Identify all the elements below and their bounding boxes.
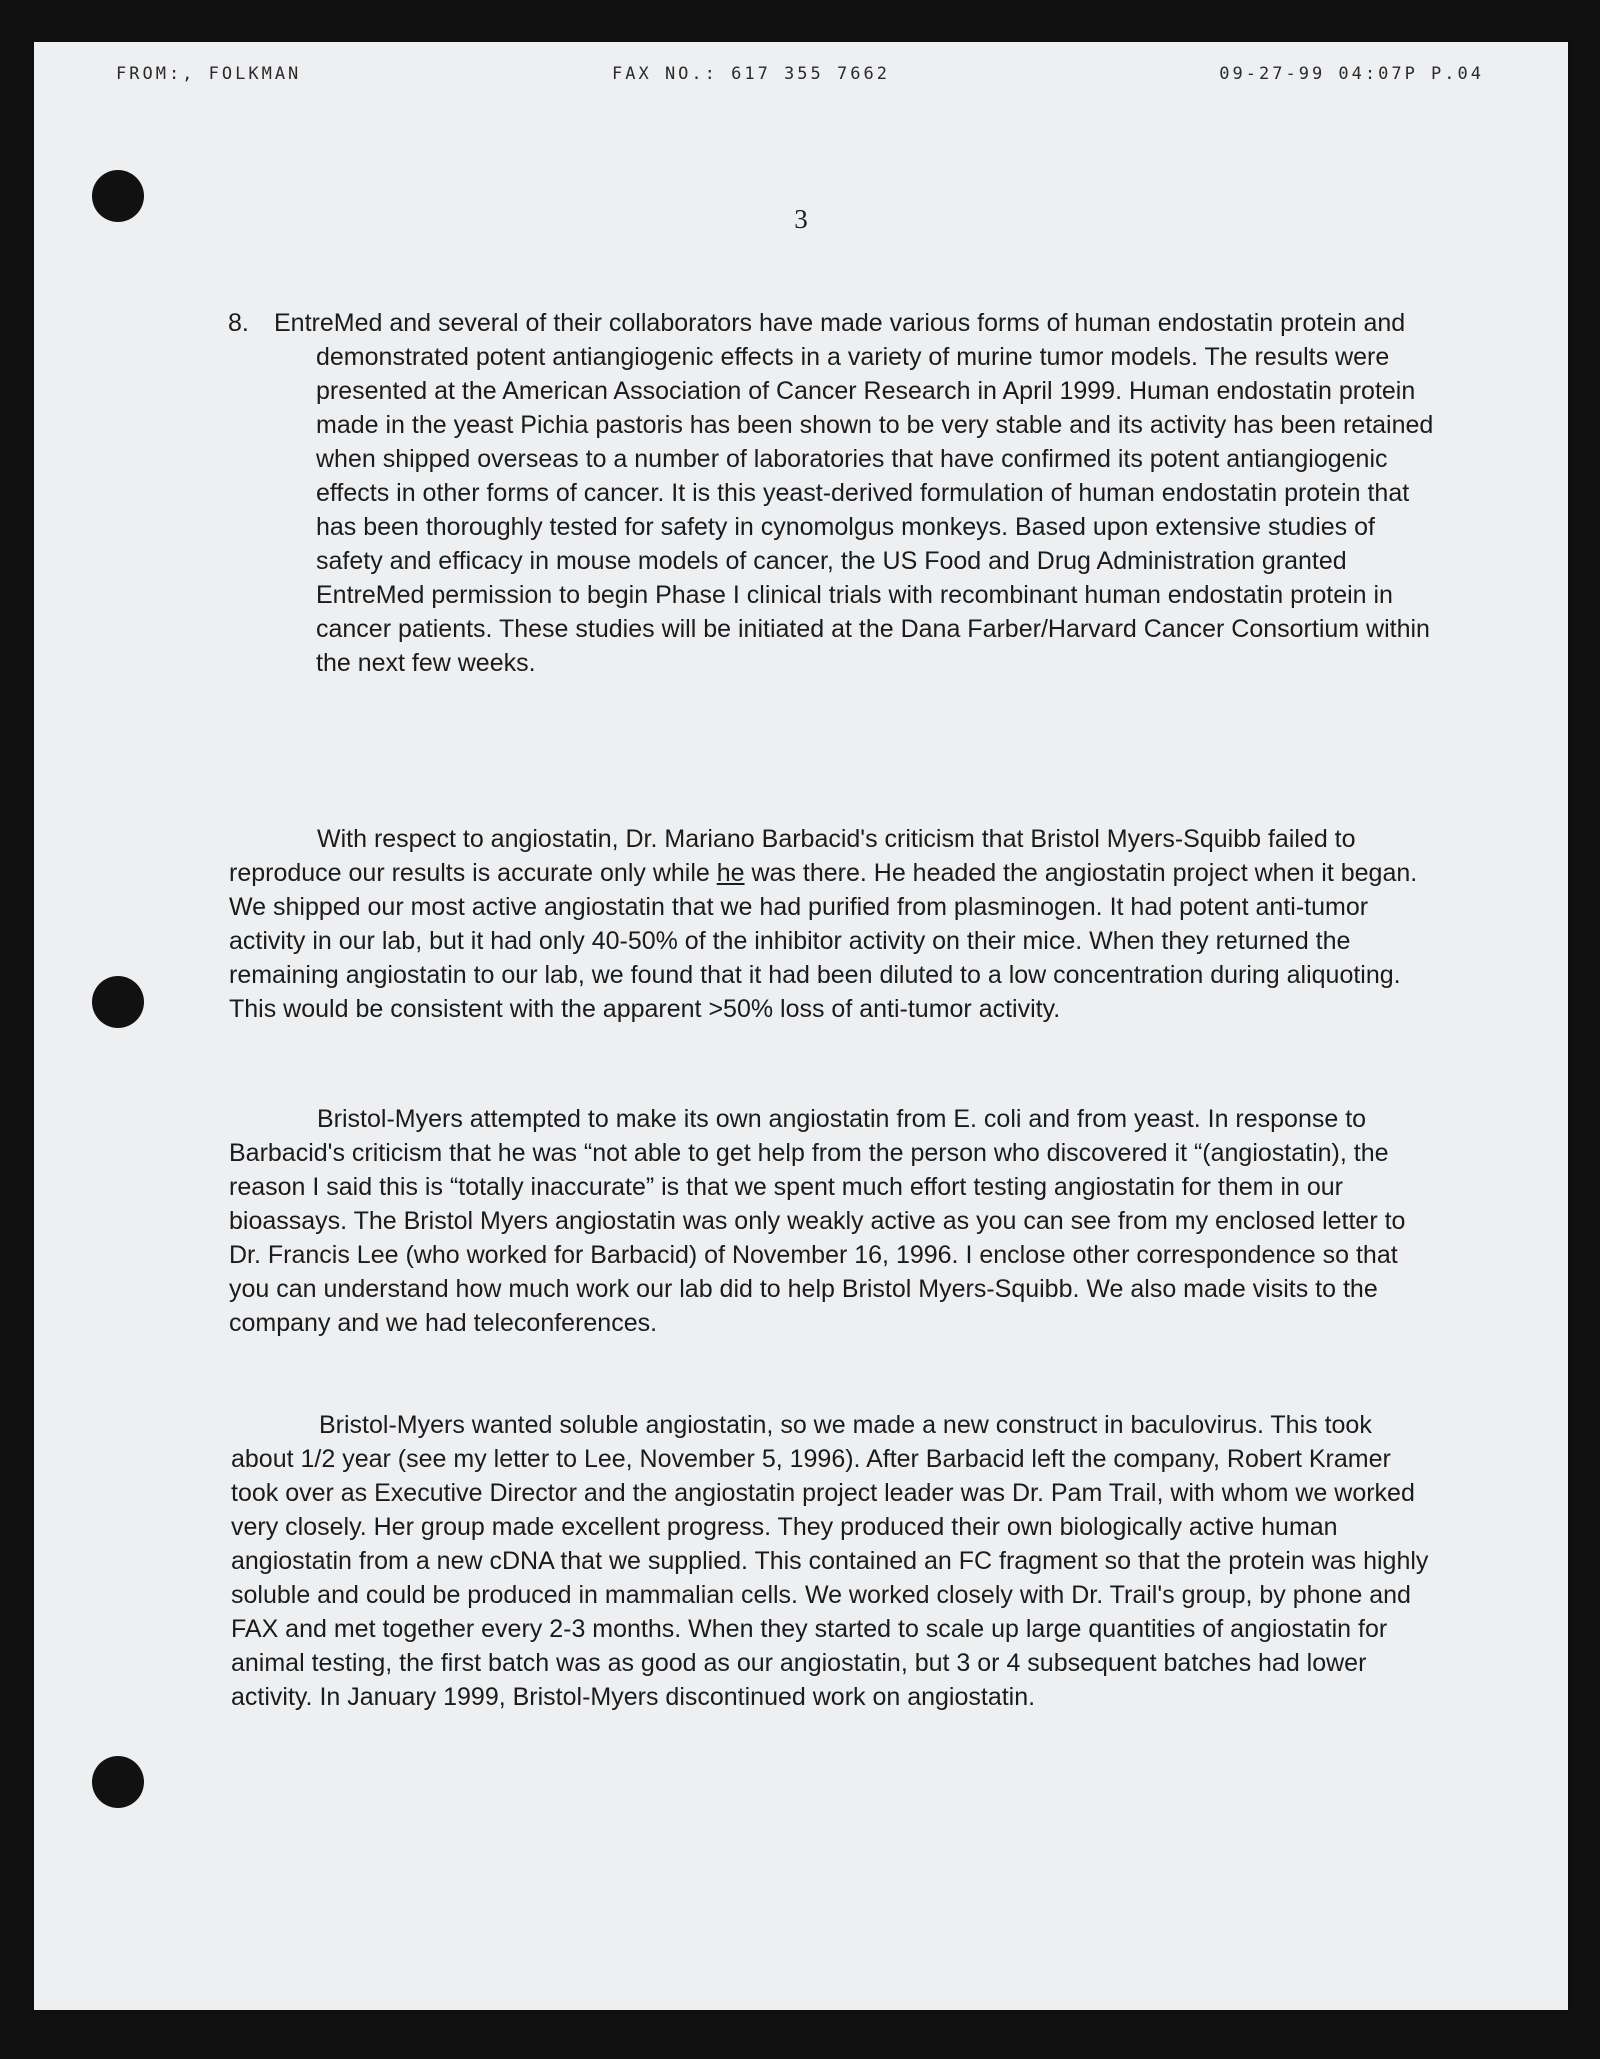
fax-from: FROM:, FOLKMAN (116, 64, 302, 84)
fax-date-page: 09-27-99 04:07P P.04 (1219, 64, 1484, 84)
item-number: 8. (228, 309, 249, 337)
paragraph-text: With respect to angiostatin, Dr. Mariano Barbacid's criticism that Bristol Myers-Squibb failed to reproduce our results is accurate only while (229, 825, 1356, 887)
numbered-item-8 (228, 306, 1438, 680)
punch-hole-middle (92, 976, 144, 1028)
fax-header (116, 64, 1484, 94)
paragraph-soluble-angiostatin: Bristol-Myers wanted soluble angiostatin, so we made a new construct in baculovirus. This took about 1/2 year (see my letter to Lee, November 5, 1996). After Barbacid left the company, Robert Kramer took over as Executive Director and the angiostatin project leader was Dr. Pam Trail, with whom we worked very closely. Her group made excellent progress. They produced their own biologically active human angiostatin from a new cDNA that we supplied. This contained an FC fragment so that the protein was highly soluble and could be produced in mammalian cells. We worked closely with Dr. Trail's group, by phone and FAX and met together every 2-3 months. When they started to scale up large quantities of angiostatin for animal testing, the first batch was as good as our angiostatin, but 3 or 4 subsequent batches had lower activity. In January 1999, Bristol-Myers discontinued work on angiostatin. (231, 1411, 1429, 1711)
fax-number: FAX NO.: 617 355 7662 (612, 64, 890, 84)
paragraph-angiostatin-criticism (229, 822, 1439, 1026)
page-number: 3 (794, 204, 808, 234)
item-8-text: EntreMed and several of their collaborators have made various forms of human endostatin protein and demonstrated potent antiangiogenic effects in a variety of murine tumor models. The results were presented at the American Association of Cancer Research in April 1999. Human endostatin protein made in the yeast Pichia pastoris has been shown to be very stable and its activity has been retained when shipped overseas to a number of laboratories that have confirmed its potent antiangiogenic effects in other forms of cancer. It is this yeast-derived formulation of human endostatin protein that has been thoroughly tested for safety in cynomolgus monkeys. Based upon extensive studies of safety and efficacy in mouse models of cancer, the US Food and Drug Administration granted EntreMed permission to begin Phase I clinical trials with recombinant human endostatin protein in cancer patients. These studies will be initiated at the Dana Farber/Harvard Cancer Consortium within the next few weeks. (274, 309, 1434, 677)
paragraph-bristol-myers-attempts: Bristol-Myers attempted to make its own angiostatin from E. coli and from yeast. In response to Barbacid's criticism that he was “not able to get help from the person who discovered it “(angiostatin), the reason I said this is “totally inaccurate” is that we spent much effort testing angiostatin for them in our bioassays. The Bristol Myers angiostatin was only weakly active as you can see from my enclosed letter to Dr. Francis Lee (who worked for Barbacid) of November 16, 1996. I enclose other correspondence so that you can understand how much work our lab did to help Bristol Myers-Squibb. We also made visits to the company and we had teleconferences. (229, 1105, 1406, 1337)
document-page (34, 42, 1568, 2010)
underlined-word: he (716, 859, 745, 887)
paragraph-text: was there. He headed the angiostatin project when it began. We shipped our most active angiostatin that we had purified from plasminogen. It had potent anti-tumor activity in our lab, but it had only 40-50% of the inhibitor activity on their mice. When they returned the remaining angiostatin to our lab, we found that it had been diluted to a low concentration during aliquoting. This would be consistent with the apparent >50% loss of anti-tumor activity. (229, 859, 1418, 1023)
punch-hole-bottom (92, 1756, 144, 1808)
